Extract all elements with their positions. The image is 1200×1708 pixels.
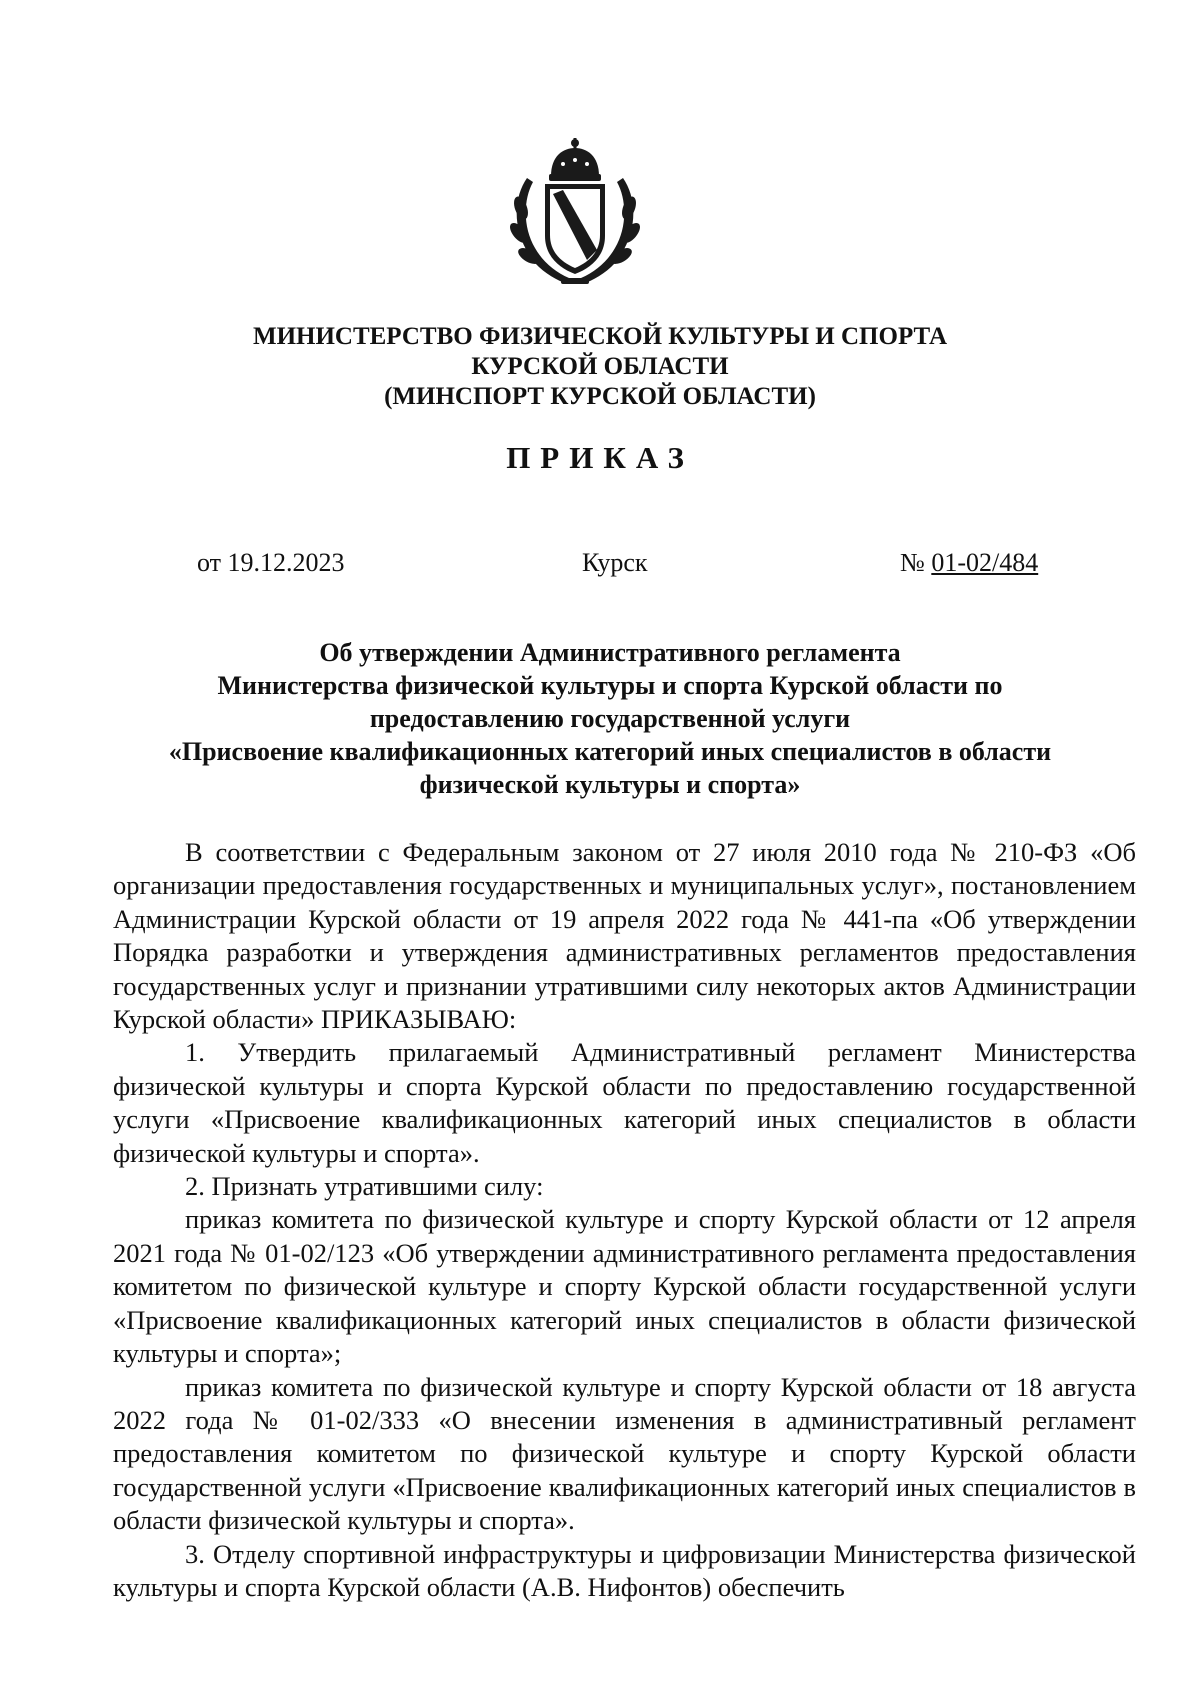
title-line-2: Министерства физической культуры и спорта Курской области по	[217, 671, 1003, 700]
paragraph-item-3: 3. Отделу спортивной инфраструктуры и цифровизации Министерства физической культуры и спорта Курской области (А.В. Нифонтов) обеспечить	[113, 1538, 1136, 1602]
ministry-line-1: МИНИСТЕРСТВО ФИЗИЧЕСКОЙ КУЛЬТУРЫ И СПОРТА	[252, 323, 948, 350]
title-line-5: физической культуры и спорта»	[419, 770, 801, 799]
document-city: Курск	[582, 548, 648, 577]
document-date: от 19.12.2023	[197, 548, 345, 577]
ministry-name	[180, 322, 1020, 412]
document-body	[113, 836, 1136, 1604]
paragraph-preamble: В соответствии с Федеральным законом от 27 июля 2010 года № 210-ФЗ «Об организации предоставления государственных и муниципальных услуг», постановлением Администрации Курской области от 19 апреля 2022 года № 441-па «Об утверждении Порядка разработки и утверждения административных регламентов предоставления государственных услуг и признании утратившими силу некоторых актов Администрации Курской области» ПРИКАЗЫВАЮ:	[113, 837, 1136, 1035]
coat-of-arms-icon	[505, 138, 645, 288]
paragraph-item-1: 1. Утвердить прилагаемый Административный регламент Министерства физической культуры и спорта Курской области по предоставлению государственной услуги «Присвоение квалификационных категорий иных специалистов в области физической культуры и спорта».	[113, 1037, 1136, 1168]
document-type: ПРИКАЗ	[506, 440, 694, 475]
number-prefix: №	[900, 548, 925, 577]
document-number	[900, 548, 1038, 578]
document-title	[110, 636, 1110, 801]
number-value: 01-02/484	[931, 548, 1039, 577]
title-line-4: «Присвоение квалификационных категорий иных специалистов в области	[168, 737, 1052, 766]
ministry-line-2: КУРСКОЙ ОБЛАСТИ	[471, 353, 729, 380]
ministry-line-3: (МИНСПОРТ КУРСКОЙ ОБЛАСТИ)	[384, 383, 816, 410]
paragraph-repealed-order-2: приказ комитета по физической культуре и спорту Курской области от 18 августа 2022 года № 01-02/333 «О внесении изменения в административный регламент предоставления комитетом по физической культуре и спорту Курской области государственной услуги «Присвоение квалификационных категорий иных специалистов в области физической культуры и спорта».	[113, 1371, 1136, 1536]
paragraph-item-2: 2. Признать утратившими силу:	[185, 1171, 544, 1202]
title-line-1: Об утверждении Административного регламента	[319, 638, 901, 667]
title-line-3: предоставлению государственной услуги	[369, 704, 851, 733]
paragraph-repealed-order-1: приказ комитета по физической культуре и спорту Курской области от 12 апреля 2021 года № 01-02/123 «Об утверждении административного регламента предоставления комитетом по физической культуре и спорту Курской области государственной услуги «Присвоение квалификационных категорий иных специалистов в области физической культуры и спорта»;	[113, 1204, 1136, 1369]
